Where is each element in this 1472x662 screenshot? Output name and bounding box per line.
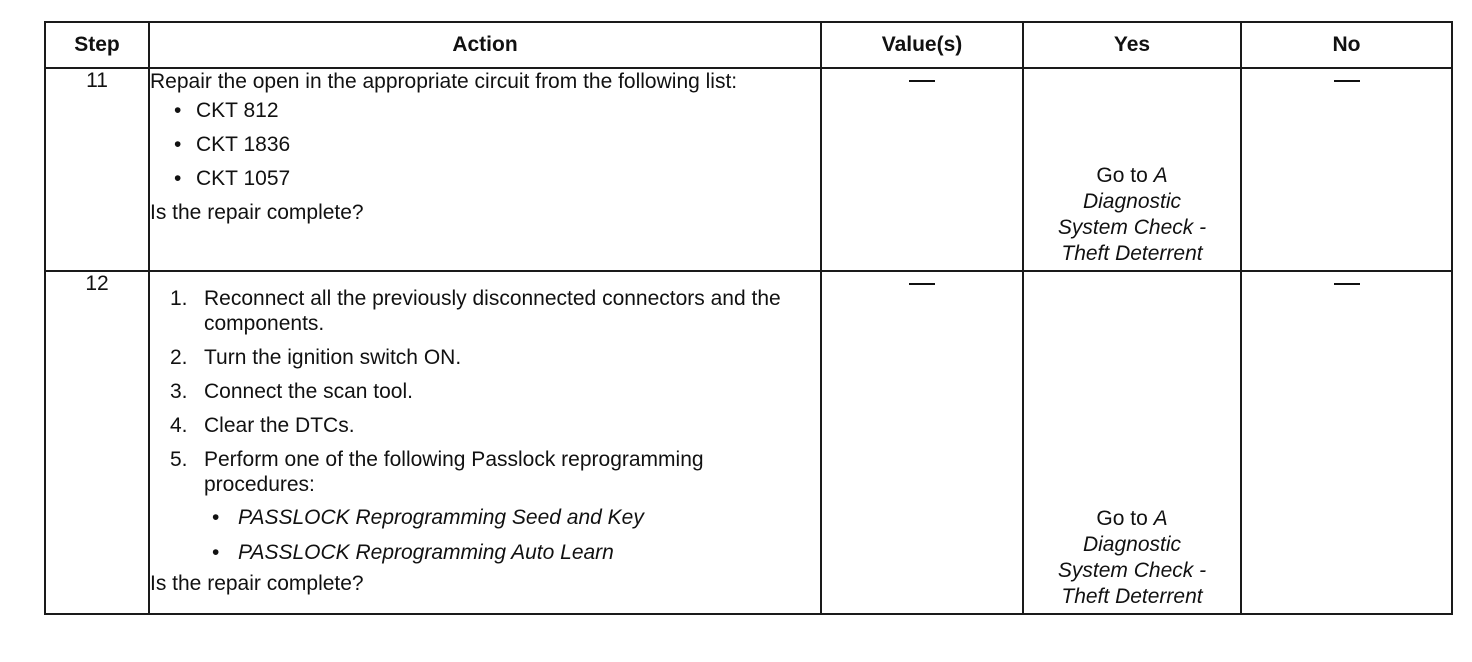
reprogramming-link[interactable]: • PASSLOCK Reprogramming Seed and Key (212, 505, 820, 530)
em-dash-icon (909, 80, 935, 82)
header-step: Step (45, 22, 149, 68)
procedure-item: 4. Clear the DTCs. (170, 414, 355, 437)
step-number: 12 (45, 271, 149, 614)
table-row-step-11 (45, 68, 1452, 271)
yes-link-a: A (1153, 164, 1168, 187)
yes-prefix: Go to (1096, 507, 1154, 530)
header-row (45, 22, 1452, 68)
header-no: No (1241, 22, 1452, 68)
yes-link-a: A (1153, 507, 1168, 530)
em-dash-icon (909, 283, 935, 285)
yes-link[interactable] (1024, 506, 1240, 610)
header-action: Action (149, 22, 821, 68)
circuit-list (174, 98, 820, 191)
procedure-item: 5. Perform one of the following Passlock reprogramming procedures: • PASSLOCK Reprogramming Seed and Key • PASSLOCK Reprogramming Auto Learn (170, 447, 820, 565)
yes-link-text: Diagnostic System Check - Theft Deterrent (1057, 190, 1207, 265)
step-number: 11 (45, 68, 149, 271)
circuit-item: • CKT 1836 (174, 132, 820, 157)
action-intro: Repair the open in the appropriate circuit from the following list: (150, 70, 738, 93)
action-cell (149, 271, 821, 614)
yes-link[interactable] (1024, 163, 1240, 267)
yes-cell (1023, 271, 1241, 614)
circuit-item: • CKT 812 (174, 98, 820, 123)
header-yes: Yes (1023, 22, 1241, 68)
value-cell (821, 271, 1023, 614)
yes-prefix: Go to (1096, 164, 1154, 187)
value-cell (821, 68, 1023, 271)
procedure-list (170, 286, 820, 565)
table-row-step-12 (45, 271, 1452, 614)
circuit-item: • CKT 1057 (174, 166, 820, 191)
diagnostic-table (44, 21, 1453, 615)
action-cell (149, 68, 821, 271)
reprogramming-options (212, 505, 820, 565)
yes-link-text: Diagnostic System Check - Theft Deterrent (1057, 533, 1207, 608)
no-cell (1241, 271, 1452, 614)
action-question: Is the repair complete? (150, 201, 364, 224)
yes-cell (1023, 68, 1241, 271)
procedure-item: 1. Reconnect all the previously disconnected connectors and the components. (170, 287, 781, 335)
reprogramming-link[interactable]: • PASSLOCK Reprogramming Auto Learn (212, 540, 820, 565)
em-dash-icon (1334, 283, 1360, 285)
action-question: Is the repair complete? (150, 572, 364, 595)
em-dash-icon (1334, 80, 1360, 82)
procedure-item: 3. Connect the scan tool. (170, 380, 413, 403)
header-values: Value(s) (821, 22, 1023, 68)
no-cell (1241, 68, 1452, 271)
procedure-item: 2. Turn the ignition switch ON. (170, 346, 462, 369)
